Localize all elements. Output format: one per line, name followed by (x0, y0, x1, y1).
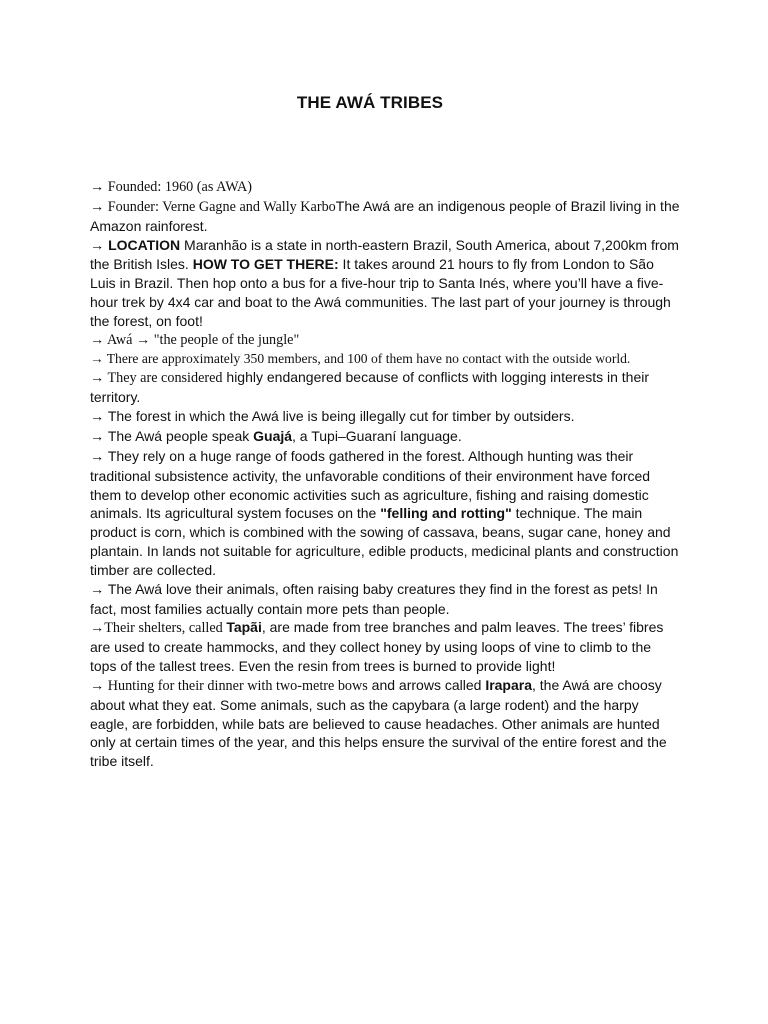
bullet-arrow: → (90, 677, 105, 694)
animals-text: The Awá love their animals, often raising baby creatures they find in the forest as pets! In fact, most families actually contain more pets than people. (90, 580, 658, 617)
bullet-arrow: → (90, 448, 105, 465)
bullet-arrow: → (90, 331, 105, 348)
paragraph-foods (90, 447, 680, 580)
paragraph-animals (90, 580, 680, 619)
hunting-lead: Hunting for their dinner with two-metre bows (107, 677, 368, 694)
paragraph-members (90, 350, 680, 369)
location-text: Maranhão is a state in north-eastern Brazil, South America, about 7,200km from the British Isles. (90, 236, 679, 273)
bullet-arrow: → (90, 370, 105, 387)
language-name: Guajá (253, 427, 293, 444)
paragraph-endangered (90, 368, 680, 407)
paragraph-language (90, 427, 680, 447)
members-text: There are approximately 350 members, and 100 of them have no contact with the outside world. (106, 350, 631, 366)
document-body (90, 177, 680, 771)
how-to-get-there-text: It takes around 21 hours to fly from London to São Luis in Brazil. Then hop onto a bus for a five-hour trip to Santa Inés, where you’ll have a five-hour trek by 4x4 car and boat to the Awá communities. The last part of your journey is through the forest, on foot! (90, 256, 671, 329)
awa-meaning-text: Awá → "the people of the jungle" (106, 331, 300, 348)
hunting-name: Irapara (485, 676, 533, 693)
language-post: , a Tupi–Guaraní language. (292, 427, 462, 444)
paragraph-shelters (90, 618, 680, 676)
page-title: THE AWÁ TRIBES (296, 93, 444, 112)
intro-text: The Awá are an indigenous people of Brazil living in the Amazon rainforest. (90, 197, 680, 234)
paragraph-founder (90, 197, 680, 236)
bullet-arrow: → (90, 428, 105, 445)
founder-text: Founder: Verne Gagne and Wally Karbo (107, 198, 336, 215)
paragraph-awa-meaning (90, 331, 680, 350)
forest-text: The forest in which the Awá live is being illegally cut for timber by outsiders. (107, 408, 575, 425)
paragraph-location (90, 236, 680, 331)
hunting-mid: and arrows called (367, 676, 486, 693)
foods-pre: They rely on a huge range of foods gathered in the forest. Although hunting was their traditional subsistence activity, the unfavorable conditions of their environment have forced them to develop other economic activities such as agriculture, fishing and raising domestic animals. Its agricultural system focuses on the (90, 447, 651, 522)
bullet-arrow: → (90, 179, 105, 195)
bullet-arrow: → (90, 409, 105, 426)
hunting-post: , the Awá are choosy about what they eat. Some animals, such as the capybara (a large rodent) and the harpy eagle, are forbidden, while bats are believed to cause headaches. Other animals are hunted only at certain times of the year, and this helps ensure the survival of the entire forest and the tribe itself. (90, 676, 667, 770)
endangered-text: highly endangered because of conflicts with logging interests in their territory. (90, 369, 649, 406)
shelters-lead: Their shelters, called (104, 620, 227, 637)
foods-post: technique. The main product is corn, which is combined with the sowing of cassava, beans, sugar cane, honey and plantain. In lands not suitable for agriculture, edible products, medicinal plants and construction timber are collected. (90, 505, 679, 578)
bullet-arrow: → (90, 198, 105, 215)
paragraph-founded (90, 177, 680, 197)
shelters-post: , are made from tree branches and palm leaves. The trees’ fibres are used to create hammocks, and they collect honey by using loops of vine to climb to the tops of the tallest trees. Even the resin from trees is burned to provide light! (90, 619, 664, 675)
foods-technique: "felling and rotting" (380, 505, 512, 522)
shelters-name: Tapãi (226, 619, 262, 636)
bullet-arrow: → (90, 581, 105, 598)
bullet-arrow: → (90, 237, 105, 254)
paragraph-hunting (90, 676, 680, 771)
bullet-arrow: → (90, 350, 104, 366)
location-label: LOCATION (108, 236, 181, 253)
bullet-arrow: → (90, 620, 105, 637)
how-to-get-there-label: HOW TO GET THERE: (192, 256, 339, 273)
language-pre: The Awá people speak (107, 427, 254, 444)
founded-value: Founded: 1960 (as AWA) (107, 179, 253, 195)
endangered-lead: They are considered (107, 370, 223, 387)
paragraph-forest (90, 407, 680, 427)
